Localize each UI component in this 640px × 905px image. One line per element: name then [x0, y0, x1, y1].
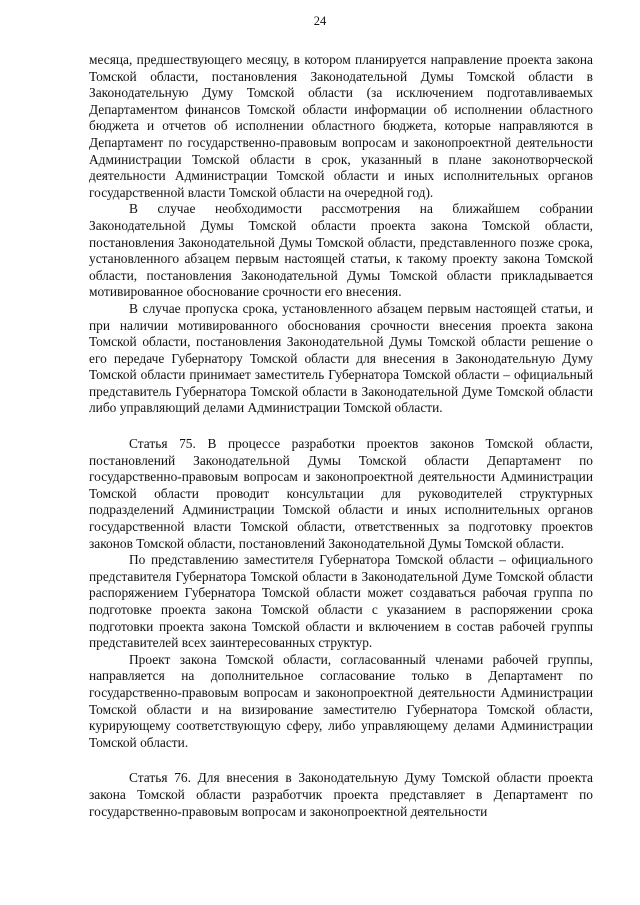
paragraph-article-76: Статья 76. Для внесения в Законодательную Думу Томской области проекта закона Томской области разработчик проекта представляет в Департамент по государственно-правовым вопросам и законопроектной деятельности — [89, 770, 593, 819]
paragraph-urgent-review: В случае необходимости рассмотрения на ближайшем собрании Законодательной Думы Томской области проекта закона Томской области, постановления Законодательной Думы Томской области, представленного позже срока, установленного абзацем первым настоящей статьи, к такому проекту закона Томской области, постановления Законодательной Думы Томской области прикладывается мотивированное обоснование срочности его внесения. — [89, 201, 593, 300]
paragraph-missed-deadline: В случае пропуска срока, установленного абзацем первым настоящей статьи, и при наличии мотивированного обоснования срочности внесения проекта закона Томской области, постановления Законодательной Думы Томской области решение о его передаче Губернатору Томской области для внесения в Законодательную Думу Томской области принимает заместитель Губернатора Томской области – официальный представитель Губернатора Томской области в Законодательной Думе Томской области либо управляющий делами Администрации Томской области. — [89, 300, 593, 416]
paragraph-draft-approval: Проект закона Томской области, согласованный членами рабочей группы, направляется на дополнительное согласование только в Департамент по государственно-правовым вопросам и законопроектной деятельности Администрации Томской области и на визирование заместителю Губернатора Томской области, курирующему соответствующую сферу, либо управляющему делами Администрации Томской области. — [89, 651, 593, 750]
paragraph-article-75: Статья 75. В процессе разработки проектов законов Томской области, постановлений Законодательной Думы Томской области Департамент по государственно-правовым вопросам и законопроектной деятельности Администрации Томской области проводит консультации для руководителей структурных подразделений Администрации Томской области и иных исполнительных органов государственной власти Томской области, ответственных за подготовку проектов законов Томской области, постановлений Законодательной Думы Томской области. — [89, 436, 593, 551]
page-number: 24 — [313, 14, 327, 28]
paragraph-working-group: По представлению заместителя Губернатора Томской области – официального представителя Губернатора Томской области в Законодательной Думе Томской области распоряжением Губернатора Томской области может создаваться рабочая группа по подготовке проекта закона Томской области с указанием в распоряжении срока подготовки проекта закона Томской области и включением в состав рабочей группы представителей всех заинтересованных структур. — [89, 552, 593, 651]
body-text — [89, 52, 593, 820]
paragraph-continuation: месяца, предшествующего месяцу, в котором планируется направление проекта закона Томской области, постановления Законодательной Думы Томской области в Законодательную Думу Томской области (за исключением подготавливаемых Департаментом финансов Томской области информации об исполнении областного бюджета и отчетов об исполнении областного бюджета, которые направляются в Департамент по государственно-правовым вопросам и законопроектной деятельности Администрации Томской области в срок, указанный в плане законотворческой деятельности Администрации Томской области и иных исполнительных органов государственной власти Томской области на очередной год). — [89, 52, 593, 200]
